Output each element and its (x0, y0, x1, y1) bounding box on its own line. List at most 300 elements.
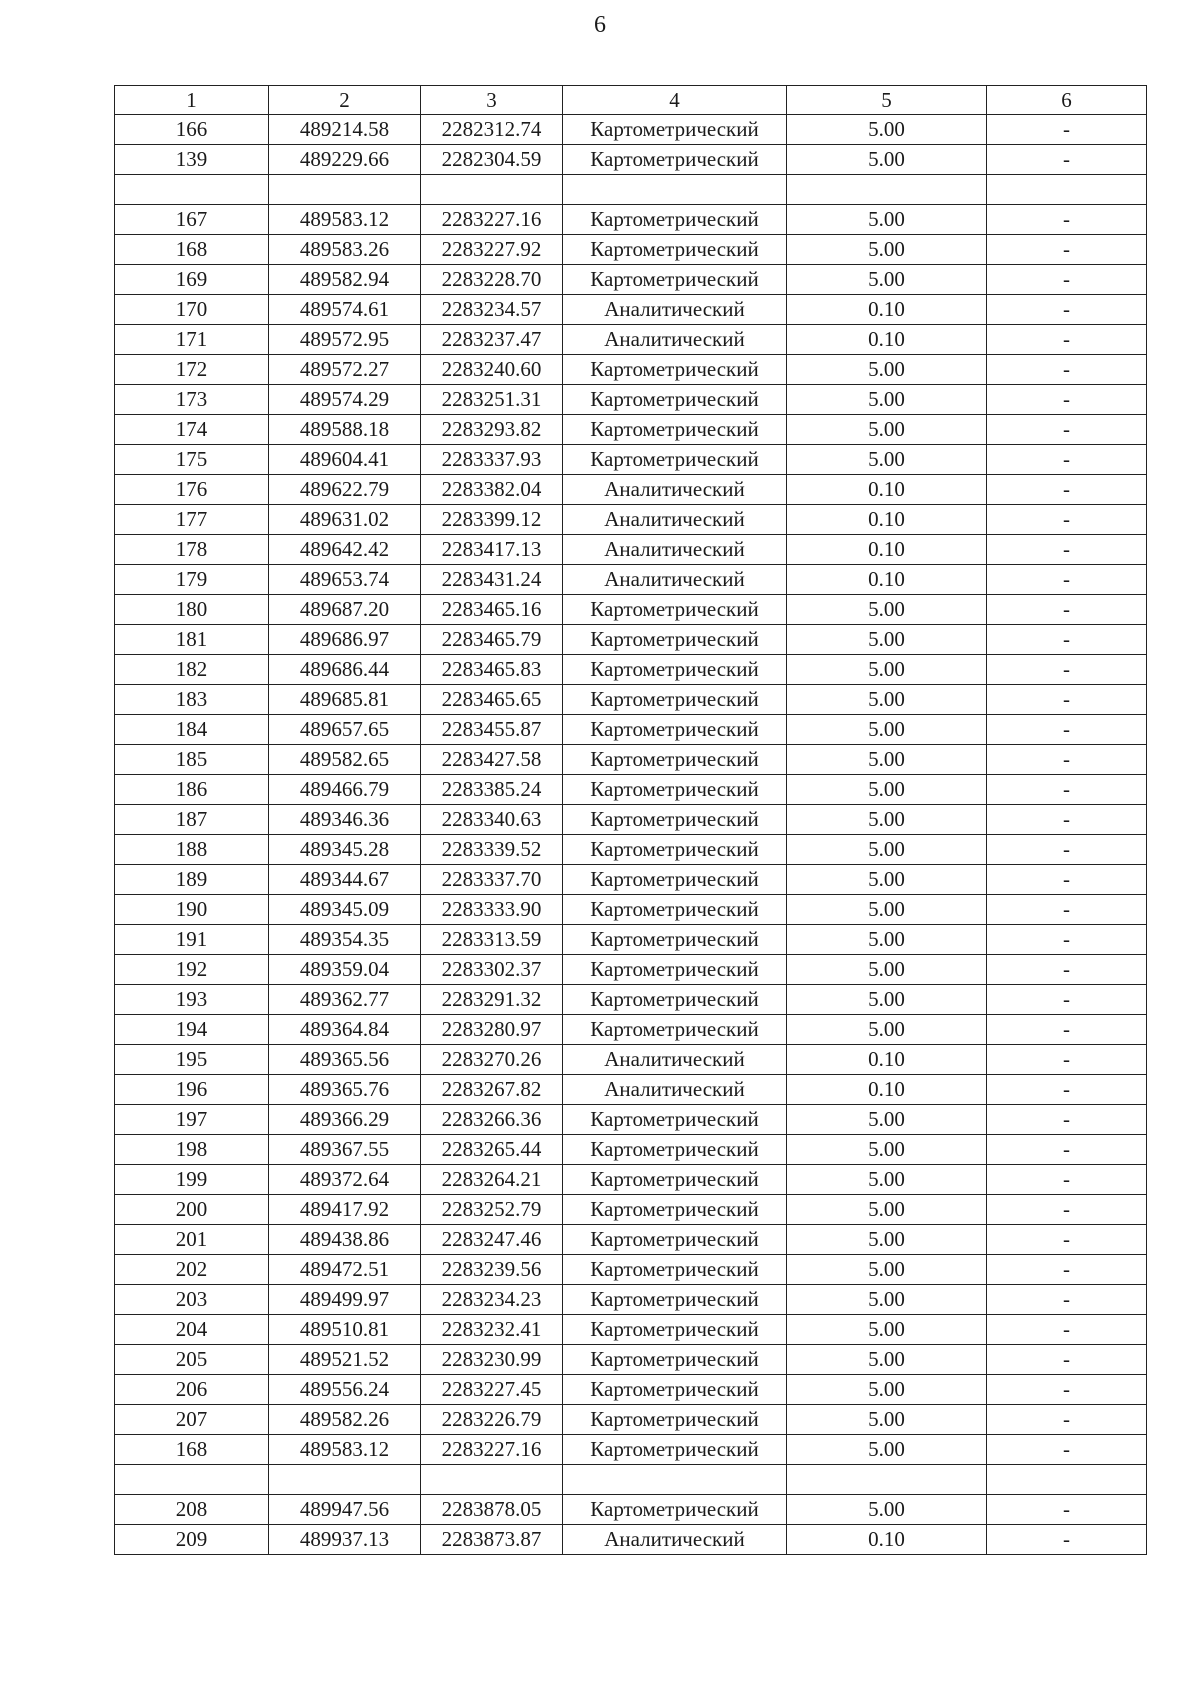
table-cell: 172 (115, 355, 269, 385)
table-cell: 5.00 (787, 355, 987, 385)
table-cell: Картометрический (563, 1315, 787, 1345)
table-cell: 5.00 (787, 445, 987, 475)
table-cell: - (987, 775, 1147, 805)
table-cell: - (987, 1255, 1147, 1285)
table-cell: 202 (115, 1255, 269, 1285)
table-cell: 2283291.32 (421, 985, 563, 1015)
table-cell: 2283226.79 (421, 1405, 563, 1435)
table-cell: - (987, 985, 1147, 1015)
table-cell: 5.00 (787, 115, 987, 145)
table-row (115, 1465, 1147, 1495)
table-row (115, 1435, 1147, 1465)
table-cell: - (987, 925, 1147, 955)
table-row (115, 1195, 1147, 1225)
table-cell: 5.00 (787, 1435, 987, 1465)
table-cell: 207 (115, 1405, 269, 1435)
table-cell: 178 (115, 535, 269, 565)
table-cell: 189 (115, 865, 269, 895)
table-row (115, 1495, 1147, 1525)
table-cell: - (987, 1405, 1147, 1435)
table-cell (787, 175, 987, 205)
table-cell: 200 (115, 1195, 269, 1225)
table-cell: 0.10 (787, 1525, 987, 1555)
table-cell: 0.10 (787, 475, 987, 505)
table-cell: 489574.61 (269, 295, 421, 325)
header-row (115, 86, 1147, 115)
table-cell: - (987, 595, 1147, 625)
table-cell: 181 (115, 625, 269, 655)
table-cell: Картометрический (563, 1195, 787, 1225)
table-cell: Картометрический (563, 1015, 787, 1045)
table-row (115, 1375, 1147, 1405)
table-cell: 196 (115, 1075, 269, 1105)
table-row (115, 1345, 1147, 1375)
table-cell: 2283465.65 (421, 685, 563, 715)
table-cell: 489364.84 (269, 1015, 421, 1045)
table-cell: 5.00 (787, 1255, 987, 1285)
table-cell: 2283385.24 (421, 775, 563, 805)
table-cell: Картометрический (563, 745, 787, 775)
table-cell: - (987, 1285, 1147, 1315)
page-number: 6 (594, 12, 606, 38)
table-header (115, 86, 1147, 115)
table-cell: 166 (115, 115, 269, 145)
column-header-1: 1 (115, 86, 269, 115)
table-cell: Аналитический (563, 325, 787, 355)
table-cell: 2283232.41 (421, 1315, 563, 1345)
table-cell: 180 (115, 595, 269, 625)
table-cell: 489438.86 (269, 1225, 421, 1255)
table-cell: 2283247.46 (421, 1225, 563, 1255)
table-cell: 204 (115, 1315, 269, 1345)
table-row (115, 595, 1147, 625)
table-cell: 489582.65 (269, 745, 421, 775)
table-cell: 5.00 (787, 1285, 987, 1315)
table-cell: 2283239.56 (421, 1255, 563, 1285)
table-cell: Аналитический (563, 1075, 787, 1105)
table-cell: 2283251.31 (421, 385, 563, 415)
table-cell: 192 (115, 955, 269, 985)
table-cell: - (987, 1075, 1147, 1105)
table-row (115, 1135, 1147, 1165)
table-cell: Картометрический (563, 865, 787, 895)
table-cell: 5.00 (787, 1225, 987, 1255)
table-cell: Картометрический (563, 415, 787, 445)
table-cell: - (987, 1315, 1147, 1345)
table-cell: 5.00 (787, 955, 987, 985)
table-row (115, 625, 1147, 655)
table-cell: 5.00 (787, 1375, 987, 1405)
table-row (115, 745, 1147, 775)
table-cell: 489366.29 (269, 1105, 421, 1135)
table-row (115, 295, 1147, 325)
column-header-5: 5 (787, 86, 987, 115)
table-cell (269, 1465, 421, 1495)
table-cell: - (987, 205, 1147, 235)
table-cell: 489604.41 (269, 445, 421, 475)
table-cell: - (987, 325, 1147, 355)
table-row (115, 475, 1147, 505)
table-cell: Картометрический (563, 1495, 787, 1525)
table-cell: - (987, 1105, 1147, 1135)
table-cell: 2283337.70 (421, 865, 563, 895)
table-cell: 171 (115, 325, 269, 355)
table-cell: 2283878.05 (421, 1495, 563, 1525)
column-header-4: 4 (563, 86, 787, 115)
table-cell: 0.10 (787, 505, 987, 535)
table-row (115, 1405, 1147, 1435)
table-row (115, 895, 1147, 925)
table-cell: - (987, 1015, 1147, 1045)
table-cell: Картометрический (563, 1285, 787, 1315)
table-cell: 489572.95 (269, 325, 421, 355)
table-cell: Картометрический (563, 985, 787, 1015)
table-cell: 489556.24 (269, 1375, 421, 1405)
table-cell: - (987, 115, 1147, 145)
table-cell: 489521.52 (269, 1345, 421, 1375)
table-cell: 489499.97 (269, 1285, 421, 1315)
table-cell: 5.00 (787, 625, 987, 655)
table-cell: Картометрический (563, 1405, 787, 1435)
table-cell: 2283417.13 (421, 535, 563, 565)
table-cell: 489354.35 (269, 925, 421, 955)
table-cell: 489417.92 (269, 1195, 421, 1225)
table-cell: 201 (115, 1225, 269, 1255)
table-cell: 139 (115, 145, 269, 175)
table-cell: 5.00 (787, 925, 987, 955)
table-cell: 5.00 (787, 235, 987, 265)
table-cell: 205 (115, 1345, 269, 1375)
table-cell: 2283427.58 (421, 745, 563, 775)
table-cell: 2283227.16 (421, 1435, 563, 1465)
table-cell: 5.00 (787, 1105, 987, 1135)
table-cell: - (987, 1435, 1147, 1465)
table-cell: Картометрический (563, 625, 787, 655)
table-cell: Картометрический (563, 1375, 787, 1405)
table-cell: 2283302.37 (421, 955, 563, 985)
table-row (115, 265, 1147, 295)
table-cell: 2283431.24 (421, 565, 563, 595)
table-cell: - (987, 1225, 1147, 1255)
table-row (115, 505, 1147, 535)
table-cell: 177 (115, 505, 269, 535)
table-cell: 489582.94 (269, 265, 421, 295)
table-cell: - (987, 1195, 1147, 1225)
table-cell: 5.00 (787, 985, 987, 1015)
table-cell: - (987, 145, 1147, 175)
table-cell: Аналитический (563, 535, 787, 565)
table-cell: - (987, 685, 1147, 715)
table-cell: 5.00 (787, 655, 987, 685)
table-cell (987, 1465, 1147, 1495)
table-cell: 489937.13 (269, 1525, 421, 1555)
table-row (115, 1315, 1147, 1345)
table-cell: 209 (115, 1525, 269, 1555)
table-cell: 5.00 (787, 895, 987, 925)
table-cell: 489472.51 (269, 1255, 421, 1285)
table-cell: Картометрический (563, 1225, 787, 1255)
table-cell: 2283228.70 (421, 265, 563, 295)
table-row (115, 655, 1147, 685)
table-cell: 2283293.82 (421, 415, 563, 445)
table-cell: Аналитический (563, 565, 787, 595)
table-cell: 190 (115, 895, 269, 925)
table-cell: Аналитический (563, 1045, 787, 1075)
table-cell: - (987, 1375, 1147, 1405)
table-cell: - (987, 445, 1147, 475)
column-header-2: 2 (269, 86, 421, 115)
table-cell: 5.00 (787, 865, 987, 895)
table-cell: - (987, 1045, 1147, 1075)
table-cell: 187 (115, 805, 269, 835)
table-cell: Аналитический (563, 1525, 787, 1555)
table-row (115, 685, 1147, 715)
table-row (115, 985, 1147, 1015)
table-cell: 191 (115, 925, 269, 955)
table-cell: 168 (115, 235, 269, 265)
table-body (115, 115, 1147, 1555)
table-cell: Картометрический (563, 595, 787, 625)
table-row (115, 325, 1147, 355)
table-cell: 2282312.74 (421, 115, 563, 145)
table-cell: Картометрический (563, 1435, 787, 1465)
table-cell (269, 175, 421, 205)
table-row (115, 565, 1147, 595)
table-cell: Картометрический (563, 685, 787, 715)
table-cell: Картометрический (563, 1255, 787, 1285)
table-cell: 0.10 (787, 535, 987, 565)
table-cell: 489372.64 (269, 1165, 421, 1195)
table-cell: - (987, 625, 1147, 655)
table-cell: 5.00 (787, 745, 987, 775)
table-cell: 194 (115, 1015, 269, 1045)
table-cell: 5.00 (787, 1015, 987, 1045)
table-cell: Картометрический (563, 205, 787, 235)
table-cell: 167 (115, 205, 269, 235)
table-cell: Картометрический (563, 1135, 787, 1165)
table-cell: Картометрический (563, 805, 787, 835)
table-row (115, 145, 1147, 175)
table-cell: Картометрический (563, 895, 787, 925)
table-row (115, 1075, 1147, 1105)
table-cell: 2283465.16 (421, 595, 563, 625)
table-cell: 489588.18 (269, 415, 421, 445)
table-cell: 489653.74 (269, 565, 421, 595)
table-cell: Картометрический (563, 115, 787, 145)
table-cell: 489346.36 (269, 805, 421, 835)
table-cell: 5.00 (787, 385, 987, 415)
table-cell: 489365.56 (269, 1045, 421, 1075)
table-cell: 489344.67 (269, 865, 421, 895)
table-cell: 5.00 (787, 715, 987, 745)
table-cell: 5.00 (787, 595, 987, 625)
table-cell: 489510.81 (269, 1315, 421, 1345)
table-row (115, 385, 1147, 415)
table-cell: 489214.58 (269, 115, 421, 145)
table-cell: 5.00 (787, 1495, 987, 1525)
table-cell: 489466.79 (269, 775, 421, 805)
table-cell: 0.10 (787, 325, 987, 355)
table-cell (987, 175, 1147, 205)
table-cell: 169 (115, 265, 269, 295)
table-cell: Картометрический (563, 355, 787, 385)
table-row (115, 955, 1147, 985)
table-cell: Картометрический (563, 1165, 787, 1195)
table-cell: 489947.56 (269, 1495, 421, 1525)
table-cell: 2283252.79 (421, 1195, 563, 1225)
table-cell: 2283230.99 (421, 1345, 563, 1375)
table-row (115, 535, 1147, 565)
table-row (115, 1015, 1147, 1045)
table-cell: 489686.97 (269, 625, 421, 655)
table-cell: 208 (115, 1495, 269, 1525)
table-row (115, 1525, 1147, 1555)
table-cell: 5.00 (787, 415, 987, 445)
table-row (115, 1225, 1147, 1255)
table-cell: 2283333.90 (421, 895, 563, 925)
coordinates-table (114, 85, 1147, 1555)
table-cell: 2283265.44 (421, 1135, 563, 1165)
table-row (115, 205, 1147, 235)
table-cell: 2283399.12 (421, 505, 563, 535)
table-cell: 5.00 (787, 1315, 987, 1345)
table-cell: 489345.09 (269, 895, 421, 925)
table-cell: 5.00 (787, 1135, 987, 1165)
table-cell: 183 (115, 685, 269, 715)
table-cell: 489583.26 (269, 235, 421, 265)
table-cell: - (987, 385, 1147, 415)
table-cell: Аналитический (563, 505, 787, 535)
table-cell: - (987, 835, 1147, 865)
table-cell: 0.10 (787, 565, 987, 595)
table-cell (115, 175, 269, 205)
table-cell: 206 (115, 1375, 269, 1405)
table-cell: 489642.42 (269, 535, 421, 565)
table-cell (421, 175, 563, 205)
table-cell: - (987, 415, 1147, 445)
table-cell: 5.00 (787, 265, 987, 295)
table-cell: Картометрический (563, 445, 787, 475)
table-cell: 489367.55 (269, 1135, 421, 1165)
table-cell: - (987, 715, 1147, 745)
table-cell: - (987, 355, 1147, 385)
table-cell: Аналитический (563, 295, 787, 325)
table-cell: 489572.27 (269, 355, 421, 385)
table-cell: 2283873.87 (421, 1525, 563, 1555)
table-cell: 5.00 (787, 205, 987, 235)
table-row (115, 805, 1147, 835)
table-cell: 2283240.60 (421, 355, 563, 385)
table-cell: Картометрический (563, 925, 787, 955)
table-cell: 2283339.52 (421, 835, 563, 865)
table-cell: - (987, 655, 1147, 685)
table-row (115, 445, 1147, 475)
table-cell: 5.00 (787, 1165, 987, 1195)
table-cell: Картометрический (563, 265, 787, 295)
table-cell: 5.00 (787, 775, 987, 805)
table-cell: 5.00 (787, 145, 987, 175)
table-cell: 5.00 (787, 1405, 987, 1435)
table-cell: - (987, 1135, 1147, 1165)
table-cell (787, 1465, 987, 1495)
table-row (115, 115, 1147, 145)
table-cell: 489687.20 (269, 595, 421, 625)
table-cell: 199 (115, 1165, 269, 1195)
table-cell: 489685.81 (269, 685, 421, 715)
table-row (115, 865, 1147, 895)
table-cell: Аналитический (563, 475, 787, 505)
table-cell: 0.10 (787, 1045, 987, 1075)
table-cell: 168 (115, 1435, 269, 1465)
table-cell: Картометрический (563, 775, 787, 805)
table-cell: - (987, 805, 1147, 835)
table-cell: 203 (115, 1285, 269, 1315)
table-cell: - (987, 1495, 1147, 1525)
table-cell: 174 (115, 415, 269, 445)
table-row (115, 1255, 1147, 1285)
table-cell: 2283267.82 (421, 1075, 563, 1105)
table-cell: 5.00 (787, 1195, 987, 1225)
table-cell: 489229.66 (269, 145, 421, 175)
table-row (115, 415, 1147, 445)
table-cell: - (987, 505, 1147, 535)
table-cell: 489574.29 (269, 385, 421, 415)
table-cell: Картометрический (563, 715, 787, 745)
table-cell: 0.10 (787, 1075, 987, 1105)
table-cell: - (987, 535, 1147, 565)
table-cell: 5.00 (787, 685, 987, 715)
table-cell: 2283270.26 (421, 1045, 563, 1075)
table-cell: 2283234.23 (421, 1285, 563, 1315)
table-cell: Картометрический (563, 655, 787, 685)
table-cell: 179 (115, 565, 269, 595)
table-cell (421, 1465, 563, 1495)
table-cell: 489631.02 (269, 505, 421, 535)
table-cell: 5.00 (787, 805, 987, 835)
table-cell: 489622.79 (269, 475, 421, 505)
table-cell: - (987, 955, 1147, 985)
table-cell: 489365.76 (269, 1075, 421, 1105)
table-cell: - (987, 235, 1147, 265)
table-cell: 195 (115, 1045, 269, 1075)
table-cell: 185 (115, 745, 269, 775)
table-row (115, 1045, 1147, 1075)
table-cell: Картометрический (563, 385, 787, 415)
table-cell: Картометрический (563, 955, 787, 985)
table-cell: 5.00 (787, 835, 987, 865)
column-header-6: 6 (987, 86, 1147, 115)
table-cell: 2283227.16 (421, 205, 563, 235)
table-cell: 2283465.79 (421, 625, 563, 655)
table-cell: 2283266.36 (421, 1105, 563, 1135)
table-cell: - (987, 1345, 1147, 1375)
table-cell: 2283237.47 (421, 325, 563, 355)
table-cell: 2283455.87 (421, 715, 563, 745)
table-row (115, 355, 1147, 385)
table-cell: - (987, 565, 1147, 595)
table-cell: 5.00 (787, 1345, 987, 1375)
table-cell: Картометрический (563, 235, 787, 265)
table-cell (115, 1465, 269, 1495)
table-cell: 489362.77 (269, 985, 421, 1015)
table-cell: 2283234.57 (421, 295, 563, 325)
table-cell: 489657.65 (269, 715, 421, 745)
table-cell: - (987, 475, 1147, 505)
table-cell: 489583.12 (269, 1435, 421, 1465)
table-cell: 489582.26 (269, 1405, 421, 1435)
table-cell: - (987, 1165, 1147, 1195)
table-row (115, 775, 1147, 805)
